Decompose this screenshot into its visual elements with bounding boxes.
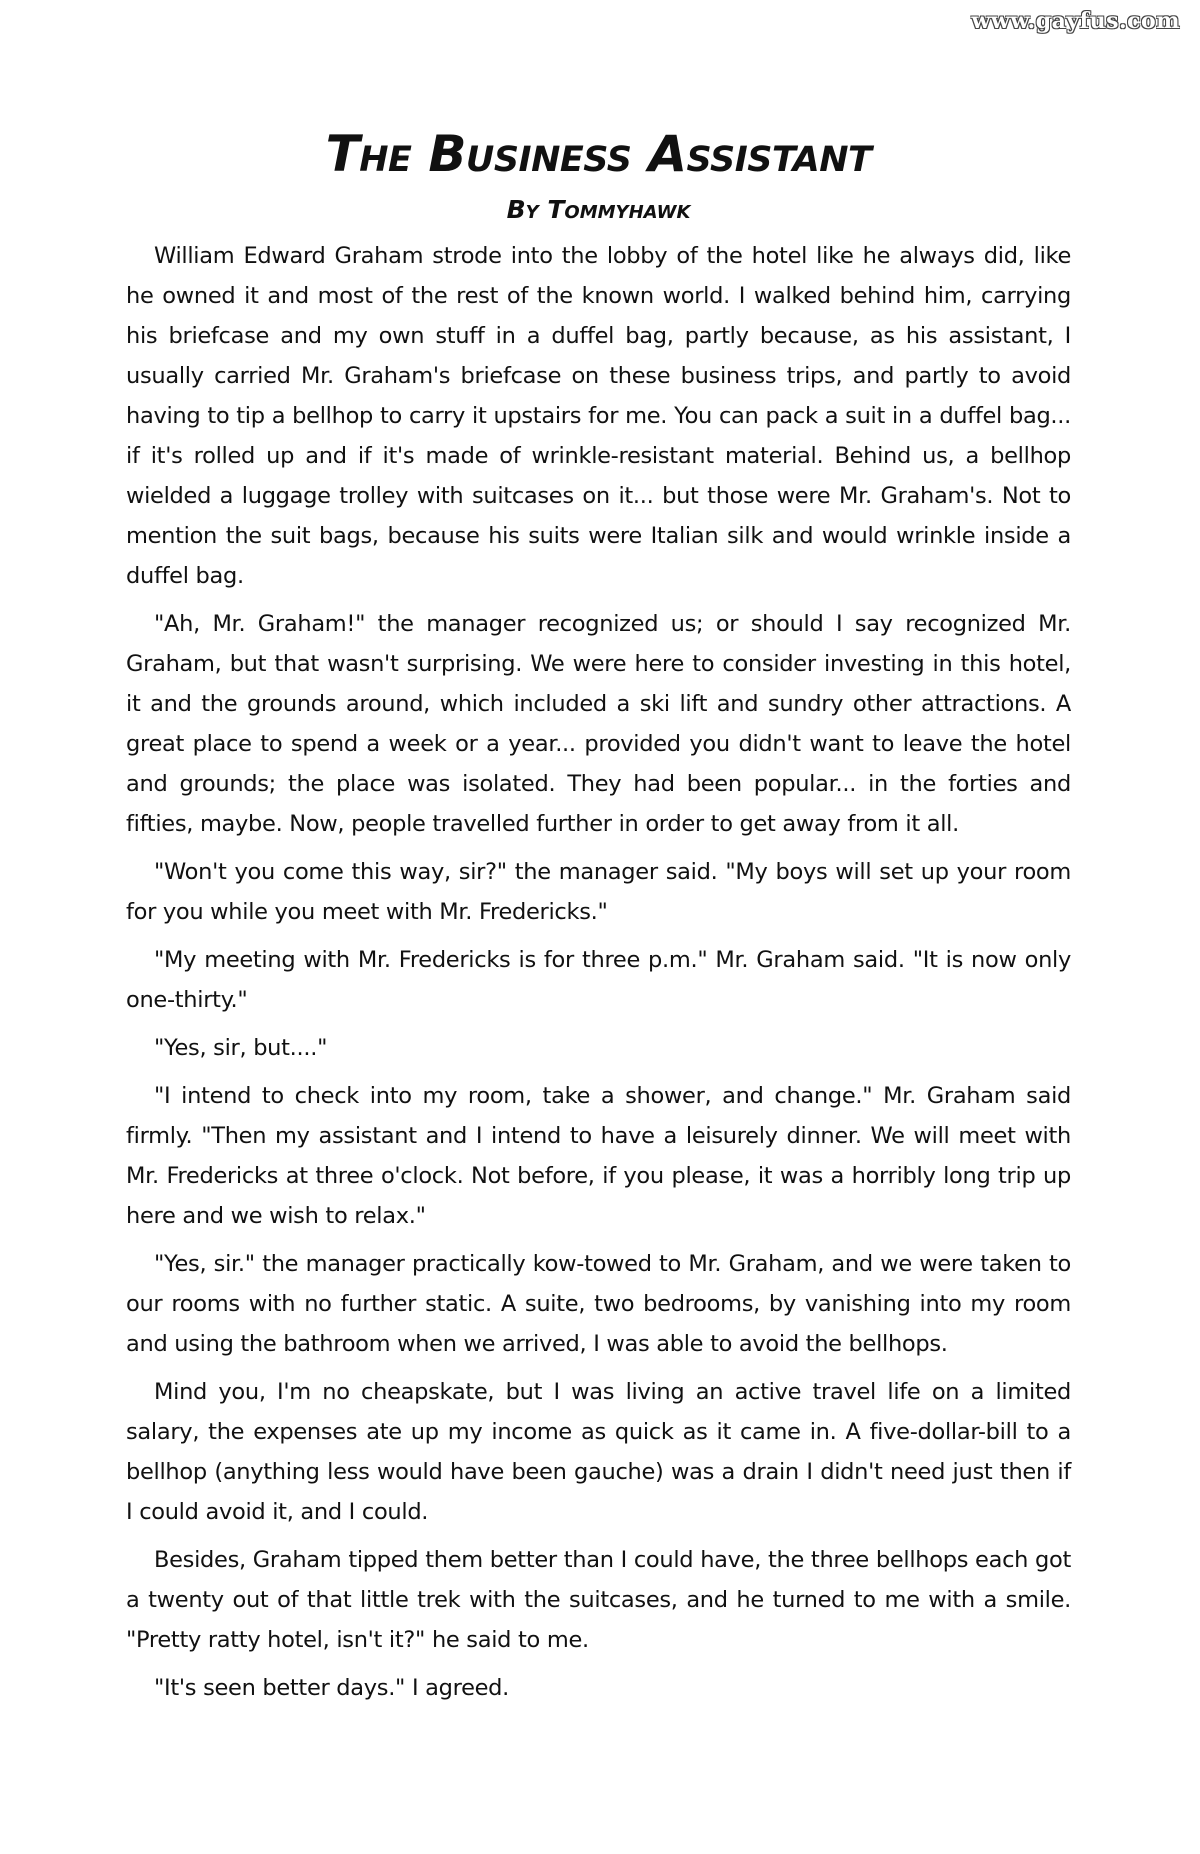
paragraph: "My meeting with Mr. Fredericks is for three p.m." Mr. Graham said. "It is now only one-thirty." <box>126 947 1071 1013</box>
paragraph: "Ah, Mr. Graham!" the manager recognized us; or should I say recognized Mr. Graham, but that wasn't surprising. We were here to consider investing in this hotel, it and the grounds around, which included a ski lift and sundry other attractions. A great place to spend a week or a year... provided you didn't want to leave the hotel and grounds; the place was isolated. They had been popular... in the forties and fifties, maybe. Now, people travelled further in order to get away from it all. <box>126 611 1071 837</box>
story-page <box>126 124 1071 1716</box>
paragraph: "I intend to check into my room, take a shower, and change." Mr. Graham said firmly. "Then my assistant and I intend to have a leisurely dinner. We will meet with Mr. Fredericks at three o'clock. Not before, if you please, it was a horribly long trip up here and we wish to relax." <box>126 1083 1071 1229</box>
paragraph: "Yes, sir, but...." <box>154 1035 328 1061</box>
paragraph: "Yes, sir." the manager practically kow-towed to Mr. Graham, and we were taken to our rooms with no further static. A suite, two bedrooms, by vanishing into my room and using the bathroom when we arrived, I was able to avoid the bellhops. <box>126 1251 1071 1357</box>
paragraph: "Won't you come this way, sir?" the manager said. "My boys will set up your room for you while you meet with Mr. Fredericks." <box>126 859 1071 925</box>
watermark: www.gayfus.com <box>971 8 1180 34</box>
story-title: The Business Assistant <box>325 125 872 183</box>
story-body <box>126 236 1071 1708</box>
story-byline: By Tommyhawk <box>506 195 691 224</box>
paragraph: "It's seen better days." I agreed. <box>154 1675 509 1701</box>
paragraph: Mind you, I'm no cheapskate, but I was living an active travel life on a limited salary, the expenses ate up my income as quick as it came in. A five-dollar-bill to a bellhop (anything less would have been gauche) was a drain I didn't need just then if I could avoid it, and I could. <box>126 1379 1071 1525</box>
paragraph: William Edward Graham strode into the lobby of the hotel like he always did, like he owned it and most of the rest of the known world. I walked behind him, carrying his briefcase and my own stuff in a duffel bag, partly because, as his assistant, I usually carried Mr. Graham's briefcase on these business trips, and partly to avoid having to tip a bellhop to carry it upstairs for me. You can pack a suit in a duffel bag... if it's rolled up and if it's made of wrinkle-resistant material. Behind us, a bellhop wielded a luggage trolley with suitcases on it... but those were Mr. Graham's. Not to mention the suit bags, because his suits were Italian silk and would wrinkle inside a duffel bag. <box>126 243 1071 589</box>
paragraph: Besides, Graham tipped them better than I could have, the three bellhops each got a twenty out of that little trek with the suitcases, and he turned to me with a smile. "Pretty ratty hotel, isn't it?" he said to me. <box>126 1547 1071 1653</box>
